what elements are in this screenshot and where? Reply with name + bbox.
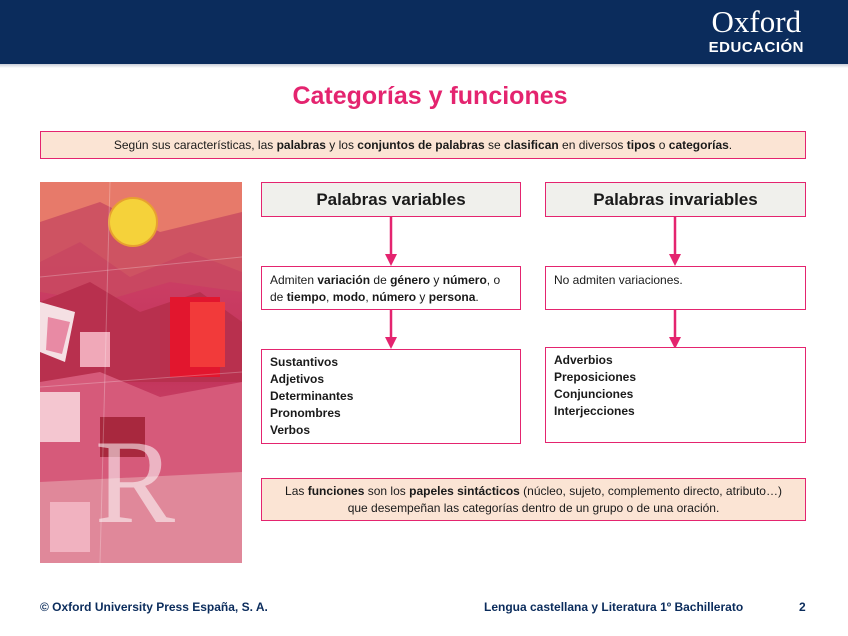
intro-bold: categorías (668, 138, 729, 152)
intro-text: o (655, 138, 669, 152)
desc-bold: persona (428, 290, 476, 304)
painting-image (40, 182, 242, 563)
desc-bold: número (442, 273, 487, 287)
intro-text: y los (325, 138, 358, 152)
intro-text: . (728, 138, 733, 152)
desc-bold: número (372, 290, 417, 304)
arrow-down-icon (384, 310, 398, 350)
invariable-heading-box (545, 182, 806, 217)
intro-bold: conjuntos de palabras (357, 138, 485, 152)
list-item: Sustantivos (270, 355, 339, 369)
invariable-heading: Palabras invariables (593, 190, 758, 209)
list-item: Interjecciones (554, 404, 635, 418)
variable-heading-box (261, 182, 521, 217)
brand-name: Oxford (711, 4, 802, 39)
page-number: 2 (799, 600, 806, 614)
list-item: Verbos (270, 423, 311, 437)
decorative-painting (40, 182, 242, 563)
desc-text: , o de (270, 273, 501, 304)
page-title: Categorías y funciones (292, 82, 568, 110)
intro-text: en diversos (558, 138, 627, 152)
note-text: Las (285, 484, 308, 498)
desc-text: . (475, 290, 479, 304)
desc-text: y (416, 290, 429, 304)
intro-bold: tipos (626, 138, 656, 152)
list-item: Pronombres (270, 406, 341, 420)
note-bold: papeles sintácticos (409, 484, 520, 498)
arrow-down-icon (668, 217, 682, 267)
variable-description-box (261, 266, 521, 310)
oxford-logo (709, 6, 804, 57)
list-item: Determinantes (270, 389, 354, 403)
course-name: Lengua castellana y Literatura 1º Bachillerato (484, 600, 744, 614)
list-item: Adjetivos (270, 372, 325, 386)
header-divider (0, 64, 848, 68)
list-item: Preposiciones (554, 370, 637, 384)
desc-text: de (370, 273, 391, 287)
intro-box (40, 131, 806, 159)
copyright-text: © Oxford University Press España, S. A. (40, 600, 268, 614)
intro-bold: clasifican (504, 138, 559, 152)
intro-text: Según sus características, las (113, 138, 277, 152)
list-item: Adverbios (554, 353, 613, 367)
variable-list-box (261, 349, 521, 444)
invariable-list-box (545, 347, 806, 443)
desc-text: Admiten (270, 273, 318, 287)
functions-note-box (261, 478, 806, 521)
desc-text: y (430, 273, 443, 287)
note-text: (núcleo, sujeto, complemento directo, atributo…) (519, 484, 782, 498)
note-text: son los (364, 484, 410, 498)
invariable-description-box (545, 266, 806, 310)
variable-heading: Palabras variables (316, 190, 466, 209)
arrow-down-icon (668, 310, 682, 350)
intro-text: se (484, 138, 504, 152)
note-line2: que desempeñan las categorías dentro de un grupo o de una oración. (347, 501, 720, 515)
desc-bold: tiempo (286, 290, 327, 304)
brand-sub: EDUCACIÓN (708, 39, 804, 56)
desc-bold: modo (332, 290, 366, 304)
svg-text:R: R (94, 415, 176, 548)
header-bar (0, 0, 848, 64)
note-bold: funciones (307, 484, 365, 498)
intro-bold: palabras (276, 138, 326, 152)
desc-bold: variación (317, 273, 371, 287)
desc-text: No admiten variaciones. (554, 273, 683, 287)
desc-text: , (326, 290, 333, 304)
list-item: Conjunciones (554, 387, 634, 401)
desc-text: , (365, 290, 373, 304)
arrow-down-icon (384, 217, 398, 267)
desc-bold: género (390, 273, 431, 287)
